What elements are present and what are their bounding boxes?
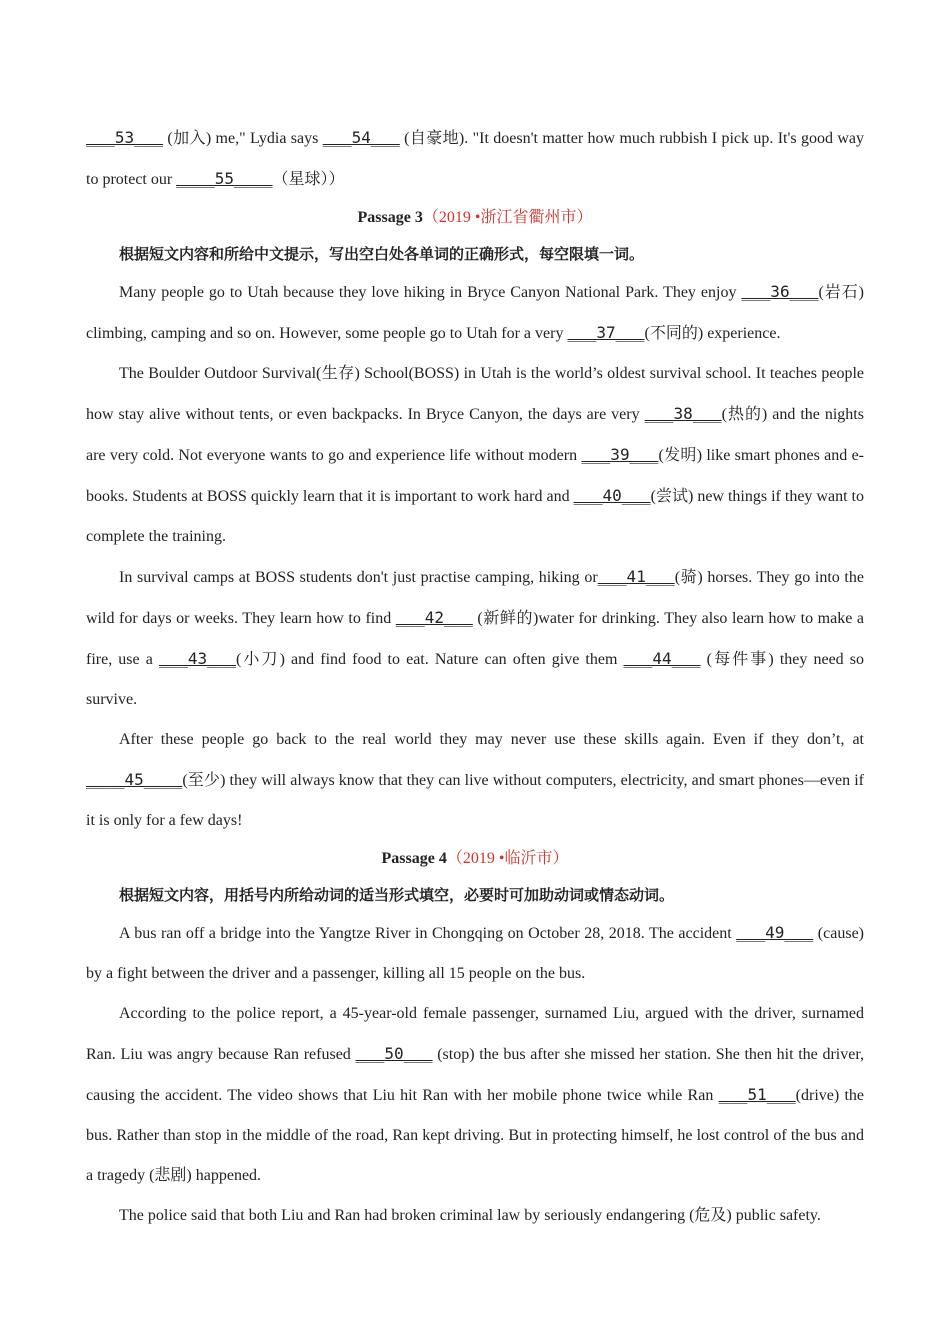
blank-54[interactable]: ___54___ — [322, 128, 400, 147]
blank-36[interactable]: ___36___ — [741, 282, 819, 301]
blank-41[interactable]: ___41___ — [597, 567, 675, 586]
passage3-paragraph-1 — [86, 272, 864, 354]
passage4-paragraph-1 — [86, 913, 864, 994]
passage2-tail — [86, 118, 864, 200]
text: (小刀) and find food to eat. Nature can often give them — [236, 651, 624, 668]
text: Many people go to Utah because they love hiking in Bryce Canyon National Park. They enjoy — [119, 284, 742, 301]
text: (至少) they will always know that they can live without computers, electricity, and smart phones—even if it is only for a few days! — [86, 772, 864, 829]
passage-title: Passage 4 — [381, 850, 447, 867]
blank-37[interactable]: ___37___ — [567, 323, 645, 342]
passage-title: Passage 3 — [357, 209, 423, 226]
text: （星球）） — [272, 171, 345, 188]
text: (发明) like smart phones and e-books. Students at BOSS quickly learn that it is important to work hard and — [86, 447, 864, 505]
text: (不同的) experience. — [644, 325, 781, 342]
blank-50[interactable]: ___50___ — [355, 1044, 433, 1063]
document-content — [86, 118, 864, 1236]
text: (自豪地). "It doesn't matter how much rubbish I pick up. It's good way to protect our — [86, 130, 864, 188]
passage4-paragraph-3: The police said that both Liu and Ran had broken criminal law by seriously endangering (危及) public safety. — [119, 1207, 821, 1224]
text: (cause) by a fight between the driver and a passenger, killing all 15 people on the bus. — [86, 925, 864, 982]
passage3-paragraph-4 — [86, 720, 864, 841]
text: (加入) me," Lydia says — [163, 130, 323, 147]
passage3-instruction: 根据短文内容和所给中文提示，写出空白处各单词的正确形式，每空限填一词。 — [119, 245, 645, 263]
text: (岩石) climbing, camping and so on. However, some people go to Utah for a very — [86, 284, 864, 342]
text: (热的) and the nights are very cold. Not everyone wants to go and experience life without modern — [86, 406, 864, 464]
blank-40[interactable]: ___40___ — [573, 486, 651, 505]
blank-45[interactable]: ____45____ — [86, 770, 183, 789]
passage4-paragraph-2 — [86, 994, 864, 1196]
passage3-paragraph-2 — [86, 354, 864, 557]
blank-44[interactable]: ___44___ — [623, 649, 701, 668]
text: (骑) horses. They go into the wild for days or weeks. They learn how to find — [86, 569, 864, 627]
blank-38[interactable]: ___38___ — [644, 404, 722, 423]
blank-42[interactable]: ___42___ — [395, 608, 473, 627]
passage4-title — [86, 841, 864, 877]
text: (新鲜的)water for drinking. They also learn how to make a fire, use a — [86, 610, 865, 668]
blank-53[interactable]: ___53___ — [86, 128, 164, 147]
text: A bus ran off a bridge into the Yangtze River in Chongqing on October 28, 2018. The accident — [119, 925, 737, 942]
passage3-paragraph-3 — [86, 557, 864, 720]
blank-51[interactable]: ___51___ — [718, 1085, 796, 1104]
text: (drive) the bus. Rather than stop in the middle of the road, Ran kept driving. But in protecting himself, he lost control of the bus and a tragedy (悲剧) happened. — [86, 1087, 864, 1184]
passage4-instruction: 根据短文内容，用括号内所给动词的适当形式填空，必要时可加助动词或情态动词。 — [119, 886, 675, 904]
text: The Boulder Outdoor Survival(生存) School(BOSS) in Utah is the world’s oldest survival school. It teaches people how stay alive without tents, or even backpacks. In Bryce Canyon, the days are very — [86, 365, 864, 423]
text: (尝试) new things if they want to complete the training. — [86, 488, 864, 545]
passage-source: （2019 •浙江省衢州市） — [422, 209, 593, 226]
text: In survival camps at BOSS students don't just practise camping, hiking or — [119, 569, 598, 586]
blank-55[interactable]: ____55____ — [176, 169, 273, 188]
text: (stop) the bus after she missed her station. She then hit the driver, causing the accident. The video shows that Liu hit Ran with her mobile phone twice while Ran — [86, 1046, 865, 1104]
text: According to the police report, a 45-year-old female passenger, surnamed Liu, argued with the driver, surnamed Ran. Liu was angry because Ran refused — [86, 1005, 864, 1063]
passage3-title — [86, 200, 864, 236]
blank-39[interactable]: ___39___ — [581, 445, 659, 464]
text: After these people go back to the real world they may never use these skills again. Even if they don’t, at — [119, 731, 864, 748]
passage-source: （2019 •临沂市） — [446, 850, 569, 867]
text: (每件事) they need so survive. — [86, 651, 864, 708]
blank-49[interactable]: ___49___ — [736, 923, 814, 942]
blank-43[interactable]: ___43___ — [158, 649, 236, 668]
